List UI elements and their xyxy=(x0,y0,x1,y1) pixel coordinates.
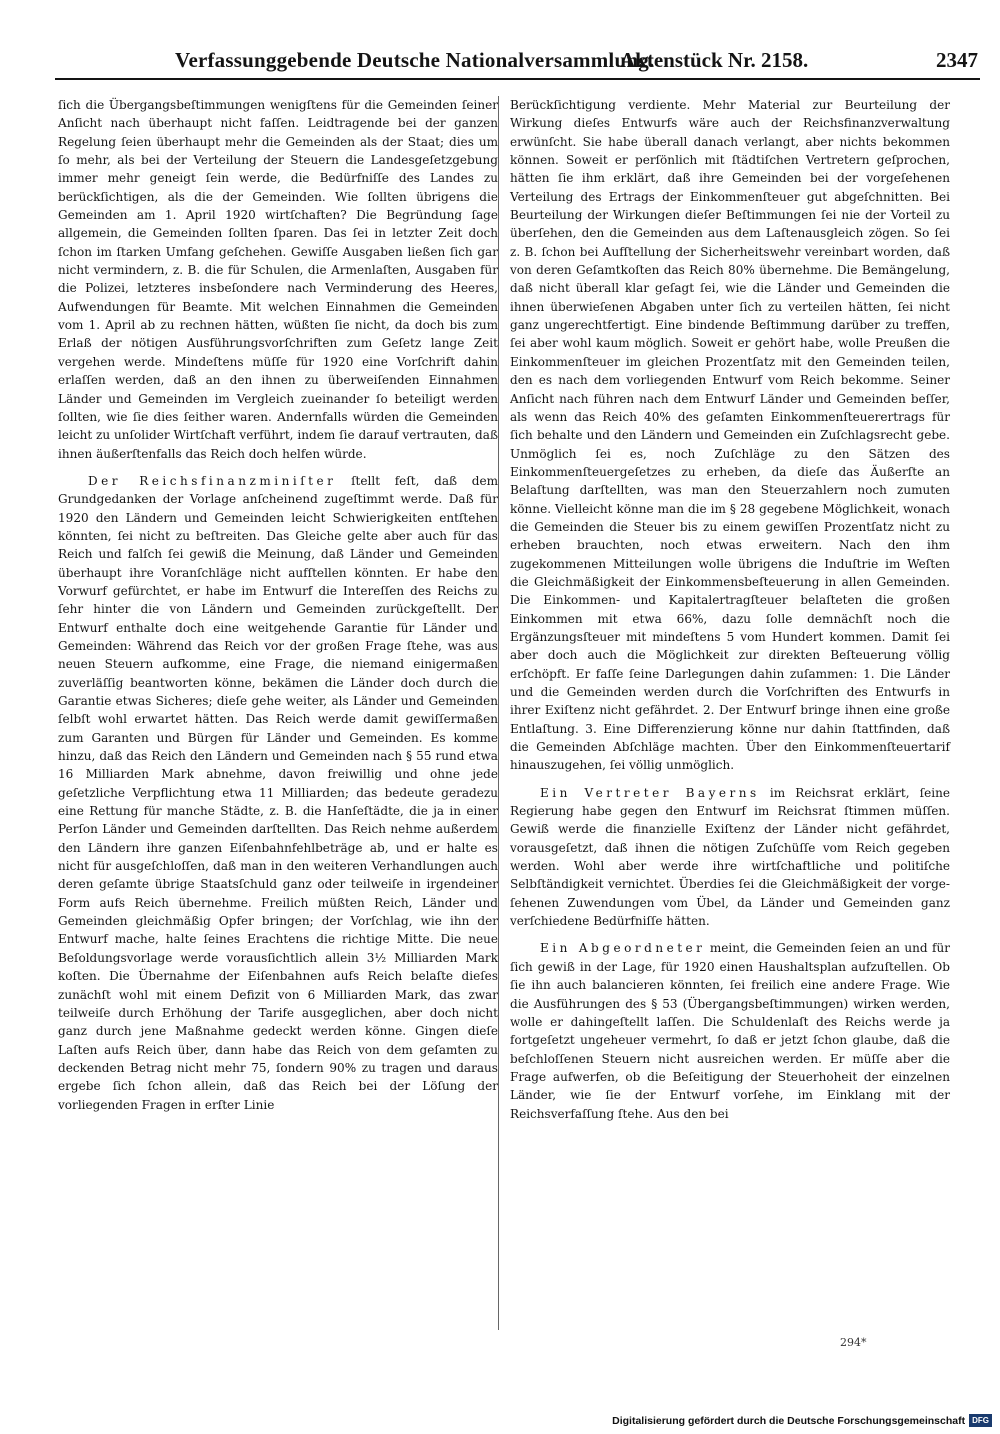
dfg-logo: DFG xyxy=(969,1414,992,1427)
right-column xyxy=(510,96,950,1123)
digitization-credit xyxy=(612,1414,992,1427)
left-column xyxy=(58,96,498,1114)
header-title: Verfassunggebende Deutsche Nationalversammlung. xyxy=(175,48,655,72)
signature-mark: 294* xyxy=(840,1336,867,1349)
right-paragraph-3 xyxy=(510,939,950,1122)
column-divider xyxy=(498,96,499,1330)
left-paragraph-2-text: ſtellt feſt, daß dem Grundgedanken der Vorlage anſcheinend zugeſtimmt werde. Daß für 1920 den Ländern und Gemeinden leicht Schwierigkeiten entſtehen könnten, ſei nicht zu beſtreiten. Das Gleiche gelte aber auch für das Reich und falſch ſei gewiß die Meinung, daß Länder und Gemeinden überhaupt ihre Voranſchläge nicht aufſtellen könnten. Er habe den Vorwurf gefürchtet, er habe im Entwurf die Intereſſen des Reichs zu ſehr hinter die von Ländern und Gemeinden zurückgeſtellt. Der Entwurf enthalte doch eine weitgehende Garantie für Länder und Gemeinden: Während das Reich vor der großen Frage ſtehe, was aus neuen Steuern aufkomme, eine Frage, die niemand einigermaßen zuverläſſig beantworten könne, bekämen die Länder doch durch die Garantie etwas Sicheres; dieſe gehe weiter, als Länder und Gemeinden ſelbſt wohl erwartet hätten. Das Reich werde damit gewiſſermaßen zum Garanten und Bürgen für Länder und Gemeinden. Es komme hinzu, daß das Reich den Ländern und Gemeinden nach § 55 rund etwa 16 Milliarden Mark abnehme, davon freiwillig und ohne jede geſetzliche Verpflichtung etwa 11 Milliarden; das bedeute geradezu eine Rettung für manche Städte, z. B. die Hanſeſtädte, die ja in einer Perſon Länder und Gemeinden darſtellten. Das Reich nehme außerdem den Ländern ihre ganzen Eiſenbahnfehlbeträge ab, und er halte es nicht für ausgeſchloſſen, daß man in den weiteren Verhandlungen auch deren geſamte übrige Staatsſchuld ganz oder teilweiſe in irgendeiner Form aufs Reich übernehme. Freilich müßten Reich, Länder und Gemeinden gleichmäßig Opfer bringen; der Vorſchlag, wie ihn der Entwurf mache, halte ſeines Erachtens die richtige Mitte. Die neue Beſoldungsvorlage werde vorausſichtlich allein 3½ Milliarden Mark koſten. Die Übernahme der Eiſenbahnen aufs Reich belaſte dieſes zunächſt wohl mit einem Defizit von 6 Milliarden Mark, das zwar teilweiſe durch Erhöhung der Tarife ausgeglichen, aber doch nicht ganz durch jene Maßnahme gedeckt werden könne. Gingen dieſe Laſten aufs Reich über, dann habe das Reich von dem geſamten zu deckenden Betrag nicht mehr 75, ſondern 90% zu tragen und daraus ergebe ſich ſchon allein, daß das Reich bei der Löſung der vorliegenden Fragen in erſter Linie xyxy=(58,473,498,1112)
page-number: 2347 xyxy=(936,48,978,72)
right-paragraph-2-text: im Reichsrat erklärt, ſeine Regierung habe gegen den Entwurf im Reichsrat ſtimmen müſſen. Gewiß werde die finanzielle Exiſtenz der Länder nicht gefährdet, vorausgeſetzt, daß ihnen die nötigen Zuſchüſſe vom Reich gegeben werden. Wohl aber werde ihre wirtſchaftliche und politiſche Selbſtändigkeit vernichtet. Überdies ſei die Gleichmäßigkeit der vorgeſehenen Zuwendungen vom Übel, da Länder und Gemeinden ganz verſchiedene Bedürfniſſe hätten. xyxy=(510,785,950,929)
speaker-reichsfinanzminister: Der Reichsfinanzminiſter xyxy=(88,473,337,488)
header-document-number: Aktenstück Nr. 2158. xyxy=(620,48,809,72)
right-paragraph-1: Berückſichtigung verdiente. Mehr Material zur Beurteilung der Wirkung dieſes Entwurfs wäre auch der Reichsfinanzverwaltung erwünſcht. Sie habe überall danach verlangt, aber nichts bekommen können. Soweit er perſönlich mit ſtädtiſchen Vertretern geſprochen, hätten ſie ihm erklärt, daß ihre Gemeinden bei der vorgeſehenen Verteilung des Ertrags der Einkommenſteuer gut abgeſchnitten. Bei Beurteilung der Wirkungen dieſer Beſtimmungen ſei nie der Vorteil zu überſehen, den die Gemeinden aus dem Laſtenausgleich zögen. So ſei z. B. ſchon bei Aufſtellung der Sicherheitswehr vereinbart worden, daß von deren Geſamtkoſten das Reich 80% übernehme. Die Bemängelung, daß nicht überall klar geſagt ſei, wie die Länder und Gemeinden die ihnen überwieſenen Abgaben unter ſich zu verteilen hätten, ſei nicht ganz ungerechtfertigt. Eine bindende Beſtimmung darüber zu treffen, ſei aber wohl kaum möglich. Soweit er gehört habe, wolle Preußen die Einkommenſteuer im gleichen Prozentſatz mit den Gemeinden teilen, den es nach dem vorliegenden Entwurf vom Reich bekomme. Seiner Anſicht nach führen nach dem Entwurf Länder und Gemeinden beſſer, als wenn das Reich 40% des geſamten Einkommenſteuerertrags für ſich behalte und den Ländern und Gemeinden ein Zuſchlagsrecht gebe. Unmöglich ſei es, noch Zuſchläge zu den Sätzen des Einkommenſteuergeſetzes zu erheben, da dieſe das Äußerſte an Belaſtung darſtellten, was man den Steuerzahlern noch zumuten könne. Vielleicht könne man die im § 28 gegebene Möglichkeit, wonach die Gemeinden die Steuer bis zu einem gewiſſen Prozentſatz nicht zu erheben brauchten, noch etwas erweitern. Nach den ihm zugekommenen Mitteilungen wolle übrigens die Induſtrie im Weſten die Gleichmäßigkeit der Einkommensbeſteuerung in allen Gemeinden. Die Einkommen- und Kapitalertragſteuer belaſteten die großen Einkommen mit etwa 66%, dazu ſolle demnächſt noch die Ergänzungsſteuer mit mindeſtens 5 vom Hundert kommen. Damit ſei aber doch auch die Möglichkeit zur direkten Beſteuerung völlig erſchöpft. Er faſſe ſeine Darlegungen dahin zuſammen: 1. Die Länder und die Gemeinden werden durch die Vorſchriften des Entwurfs in ihrer Exiſtenz nicht gefährdet. 2. Der Entwurf bringe ihnen eine große Entlaſtung. 3. Eine Differenzierung könne nur dahin ſtattfinden, daß die Gemeinden Abſchläge machten. Über den Einkommenſteuertarif hinauszugehen, ſei völlig unmöglich. xyxy=(510,98,950,773)
credit-text: Digitalisierung gefördert durch die Deutsche Forschungsgemeinschaft xyxy=(612,1414,966,1427)
speaker-bayern: Ein Vertreter Bayerns xyxy=(540,785,760,800)
page-header xyxy=(55,44,980,80)
right-paragraph-2 xyxy=(510,784,950,931)
speaker-abgeordneter: Ein Abgeordneter xyxy=(540,941,706,956)
left-paragraph-1: ſich die Übergangsbeſtimmungen wenigſtens für die Gemeinden ſeiner Anſicht nach überhaupt nicht faſſen. Leidtragende bei der ganzen Regelung ſeien überhaupt mehr die Gemeinden als der Staat; dies um ſo mehr, als bei der Verteilung der Steuern die Landesgeſetzgebung immer mehr geneigt ſein werde, die Bedürfniſſe des Landes zu berückſichtigen, als die der Gemeinden. Wie ſollten übrigens die Gemeinden am 1. April 1920 wirtſchaften? Die Begründung ſage allgemein, die Gemeinden ſollten ſparen. Das ſei in letzter Zeit doch ſchon im ſtarken Umfang geſchehen. Gewiſſe Ausgaben ließen ſich gar nicht vermindern, z. B. die für Schulen, die Armenlaſten, Ausgaben für die Polizei, letzteres insbeſondere nach Verminderung des Heeres, Aufwendungen für Beamte. Mit welchen Einnahmen die Gemeinden vom 1. April ab zu rechnen hätten, wüßten ſie nicht, da doch bis zum Erlaß der nötigen Ausführungsvorſchriften zum Geſetz lange Zeit vergehen werde. Mindeſtens müſſe für 1920 eine Vorſchrift dahin erlaſſen werden, daß an den ihnen zu überweiſenden Einnahmen Länder und Gemeinden im Vergleich zueinander ſo beteiligt werden ſollten, wie ſie dies ſeither waren. Andernfalls würden die Gemeinden leicht zu unſolider Wirtſchaft verführt, indem ſie darauf vertrauten, daß ihnen äußerſtenfalls das Reich doch helfen würde. xyxy=(58,98,498,461)
left-paragraph-2 xyxy=(58,472,498,1114)
right-paragraph-3-text: meint, die Gemeinden ſeien an und für ſich gewiß in der Lage, für 1920 einen Haushaltsplan aufzuſtellen. Ob ſie ihn auch balancieren könnten, ſei freilich eine andere Frage. Wie die Ausführungen des § 53 (Übergangsbeſtimmungen) wirken werden, wolle er dahingeſtellt laſſen. Die Schuldenlaſt des Reichs werde ja fortgeſetzt ungeheuer vermehrt, ſo daß er jetzt ſchon glaube, daß die beſchloſſenen Steuern nicht ausreichen werden. Er müſſe aber die Frage aufwerfen, ob die Beſeitigung der Steuerhoheit der einzelnen Länder, wie ſie der Entwurf vorſehe, im Einklang mit der Reichsverfaſſung ſtehe. Aus den bei xyxy=(510,941,951,1121)
